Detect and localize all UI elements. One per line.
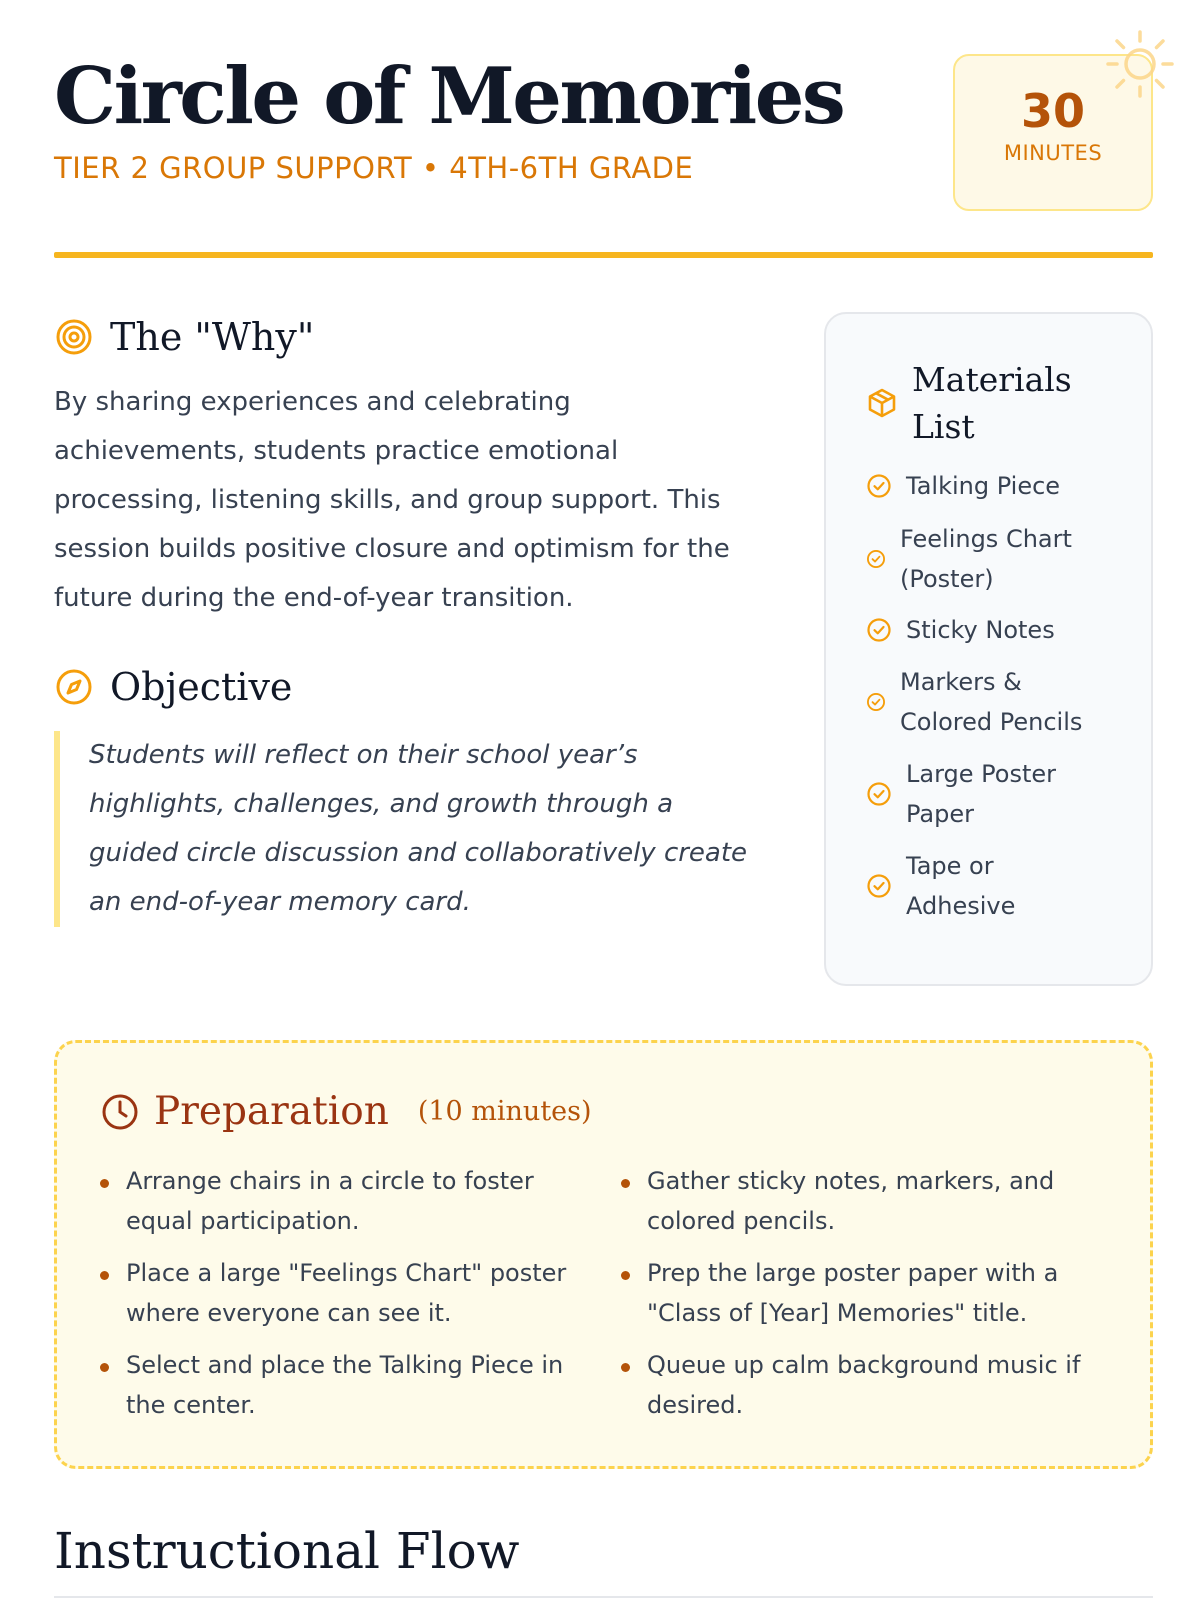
objective-line: highlights, challenges, and growth through a xyxy=(89,789,673,819)
material-item xyxy=(866,519,1072,599)
material-label: Large Poster xyxy=(906,760,1056,788)
material-label: Talking Piece xyxy=(906,472,1061,500)
material-label: Sticky Notes xyxy=(906,616,1055,644)
prep-line: Arrange chairs in a circle to foster xyxy=(126,1167,534,1195)
prep-item xyxy=(621,1253,1058,1333)
material-label: Colored Pencils xyxy=(900,708,1083,736)
material-label: Paper xyxy=(906,800,974,828)
why-heading-text: The "Why" xyxy=(110,315,315,359)
prep-item xyxy=(621,1345,1080,1425)
why-line: session builds positive closure and optimism for the xyxy=(54,534,730,564)
page-title: Circle of Memories xyxy=(54,51,844,142)
preparation-duration: (10 minutes) xyxy=(417,1096,592,1127)
check-circle-icon xyxy=(866,617,892,643)
prep-line: desired. xyxy=(647,1391,744,1419)
materials-heading-line: List xyxy=(912,407,975,446)
material-item xyxy=(866,662,1082,742)
objective-heading-text: Objective xyxy=(110,665,293,709)
prep-item xyxy=(621,1161,1054,1241)
why-paragraph xyxy=(54,378,774,623)
objective-line: an end-of-year memory card. xyxy=(89,887,471,917)
check-circle-icon xyxy=(866,473,892,499)
bullet xyxy=(621,1363,630,1372)
target-icon xyxy=(54,317,94,357)
page-subtitle: TIER 2 GROUP SUPPORT • 4TH-6TH GRADE xyxy=(54,151,694,185)
material-item xyxy=(866,754,1056,834)
prep-item xyxy=(100,1253,566,1333)
why-line: future during the end-of-year transition. xyxy=(54,583,574,613)
material-label: Markers & xyxy=(900,668,1022,696)
prep-line: equal participation. xyxy=(126,1207,360,1235)
why-line: processing, listening skills, and group support. This xyxy=(54,485,721,515)
objective-line: Students will reflect on their school year’s xyxy=(89,740,638,770)
duration-value: 30 xyxy=(1020,84,1085,138)
duration-unit: MINUTES xyxy=(1003,141,1103,165)
prep-line: Place a large "Feelings Chart" poster xyxy=(126,1259,567,1287)
prep-line: Queue up calm background music if xyxy=(647,1351,1081,1379)
why-heading xyxy=(54,314,314,360)
why-line: achievements, students practice emotional xyxy=(54,436,619,466)
objective-heading xyxy=(54,664,292,710)
preparation-panel xyxy=(54,1040,1153,1469)
bullet xyxy=(621,1271,630,1280)
instructional-flow-heading: Instructional Flow xyxy=(54,1522,520,1580)
objective-line: guided circle discussion and collaboratively create xyxy=(89,838,748,868)
sun-icon xyxy=(1102,26,1178,102)
prep-line: where everyone can see it. xyxy=(126,1299,452,1327)
prep-line: Prep the large poster paper with a xyxy=(647,1259,1059,1287)
prep-line: "Class of [Year] Memories" title. xyxy=(647,1299,1028,1327)
header-divider xyxy=(54,252,1153,258)
material-item xyxy=(866,466,1060,506)
check-circle-icon xyxy=(866,692,886,712)
clock-icon xyxy=(100,1092,140,1132)
materials-heading xyxy=(866,356,1072,450)
section-divider xyxy=(54,1596,1153,1598)
prep-line: Select and place the Talking Piece in xyxy=(126,1351,564,1379)
check-circle-icon xyxy=(866,873,892,899)
material-label: Tape or xyxy=(906,852,994,880)
material-label: Adhesive xyxy=(906,892,1016,920)
bullet xyxy=(100,1363,109,1372)
prep-line: colored pencils. xyxy=(647,1207,836,1235)
prep-item xyxy=(100,1161,534,1241)
material-item xyxy=(866,846,1015,926)
bullet xyxy=(100,1179,109,1188)
preparation-heading-text: Preparation xyxy=(154,1089,389,1134)
material-label: Feelings Chart xyxy=(900,525,1072,553)
materials-panel xyxy=(824,312,1153,986)
box-icon xyxy=(866,387,898,419)
prep-line: the center. xyxy=(126,1391,256,1419)
bullet xyxy=(100,1271,109,1280)
prep-item xyxy=(100,1345,563,1425)
check-circle-icon xyxy=(866,549,886,569)
check-circle-icon xyxy=(866,781,892,807)
compass-icon xyxy=(54,667,94,707)
material-label: (Poster) xyxy=(900,565,994,593)
why-line: By sharing experiences and celebrating xyxy=(54,387,571,417)
preparation-heading xyxy=(100,1089,592,1135)
objective-quote xyxy=(54,731,774,927)
materials-heading-line: Materials xyxy=(912,360,1072,399)
prep-line: Gather sticky notes, markers, and xyxy=(647,1167,1055,1195)
material-item xyxy=(866,610,1055,650)
bullet xyxy=(621,1179,630,1188)
